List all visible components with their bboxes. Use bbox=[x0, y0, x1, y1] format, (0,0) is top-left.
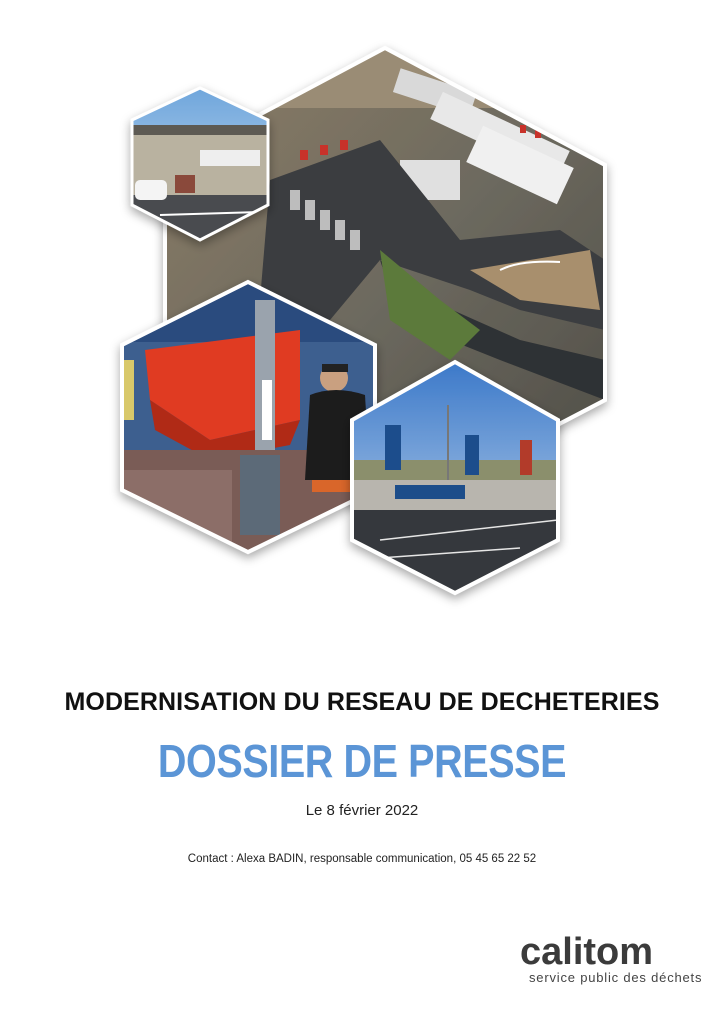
publication-date: Le 8 février 2022 bbox=[305, 802, 419, 819]
logo-tagline: service public des déchets bbox=[529, 970, 703, 985]
contact-info: Contact : Alexa BADIN, responsable communication, 05 45 65 22 52 bbox=[187, 853, 537, 865]
document-subtitle: MODERNISATION DU RESEAU DE DECHETERIES bbox=[64, 688, 660, 716]
document-title: DOSSIER DE PRESSE bbox=[157, 735, 567, 787]
logo-wordmark: calitom bbox=[520, 931, 654, 973]
calitom-logo bbox=[520, 932, 710, 994]
